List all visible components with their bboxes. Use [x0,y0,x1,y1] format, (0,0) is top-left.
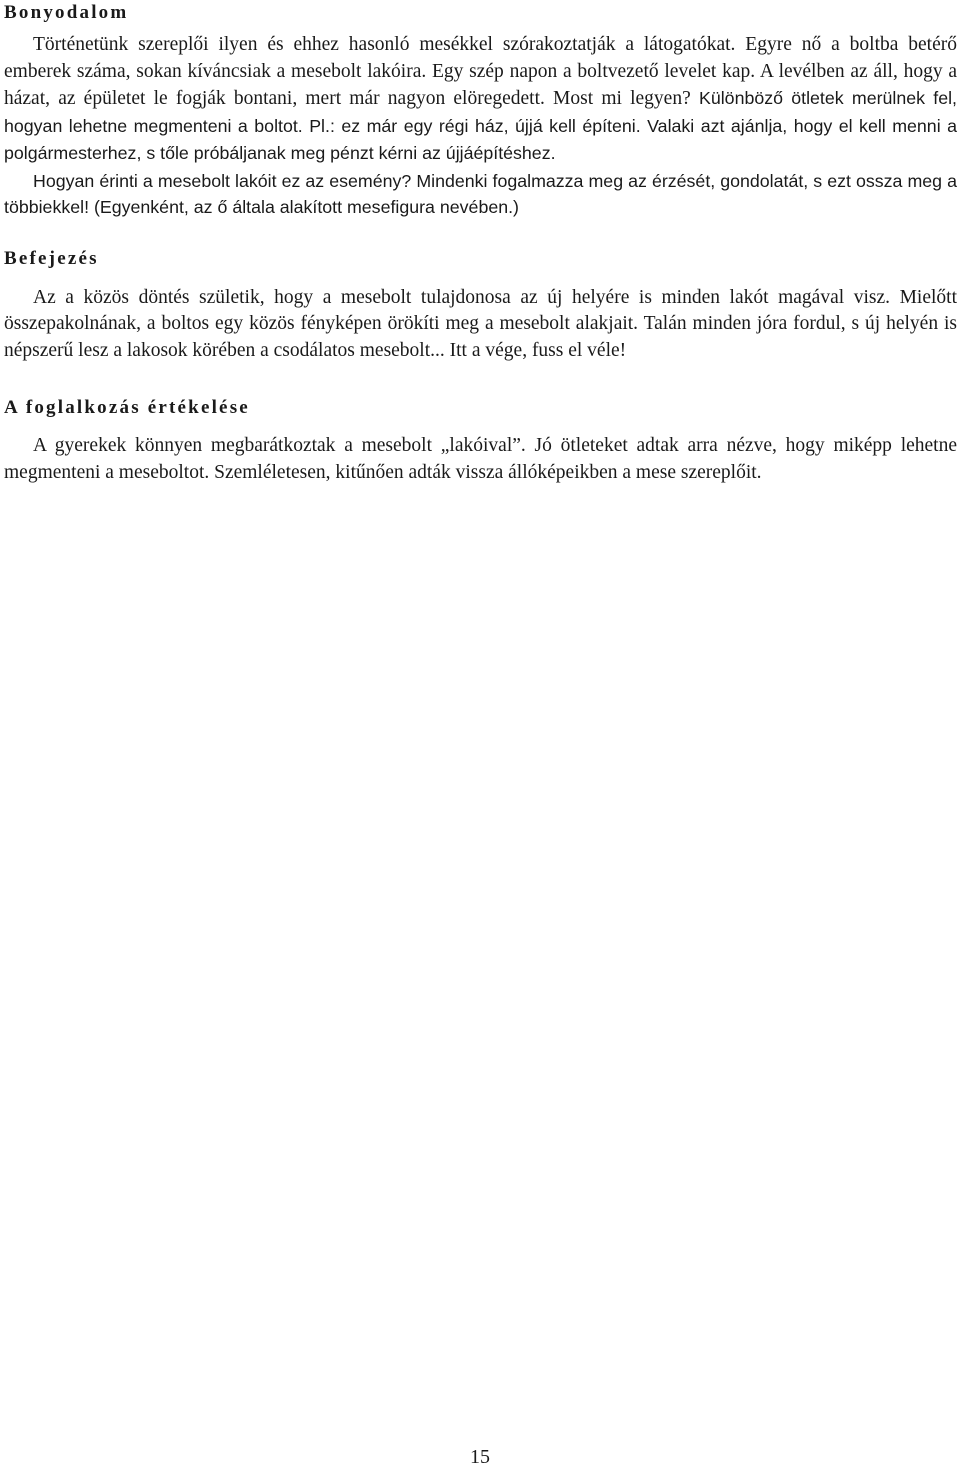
document-page [4,0,957,486]
paragraph-ertekeles: A gyerekek könnyen megbarátkoztak a mesebolt „lakóival”. Jó ötleteket adtak arra nézve, hogy miképp lehetne megmenteni a meseboltot. Szemléletesen, kitűnően adták vissza állóképeikben a mese szereplőit. [4,435,957,483]
paragraph-befejezes: Az a közös döntés születik, hogy a mesebolt tulajdonosa az új helyére is minden lakót magával visz. Mielőtt összepakolnának, a boltos egy közös fényképen örökíti meg a mesebolt alakjait. Talán minden jóra fordul, s új helyén is népszerű lesz a lakosok körében a csodálatos mesebolt... Itt a vége, fuss el véle! [4,286,957,361]
paragraph-bonyodalom-1-part-b: Különböző ötletek merülnek fel, hogyan lehetne megmenteni a boltot. Pl.: ez már egy régi ház, újjá kell építeni. Valaki azt ajánlja, hogy el kell menni a polgármesterhez, s tőle próbáljanak meg pénzt kérni az újjáépítéshez. [4,88,957,163]
paragraph-bonyodalom-1 [4,32,957,168]
section-heading-bonyodalom: Bonyodalom [4,2,129,23]
section-heading-ertekeles: A foglalkozás értékelése [4,397,250,418]
paragraph-bonyodalom-2: Hogyan érinti a mesebolt lakóit ez az esemény? Mindenki fogalmazza meg az érzését, gondolatát, s ezt ossza meg a többiekkel! (Egyenként, az ő általa alakított mesefigura nevében.) [4,170,957,217]
paragraph-bonyodalom-1-part-a: Történetünk szereplői ilyen és ehhez hasonló mesékkel szórakoztatják a látogatókat. Egyre nő a boltba betérő emberek száma, sokan kíváncsiak a mesebolt lakóira. Egy szép napon a boltvezető levelet kap. A levélben az áll, hogy a házat, az épületet le fogják bontani, mert már nagyon elöregedett. Most mi legyen? [4,34,957,109]
page-number: 15 [470,1446,490,1468]
section-heading-befejezes: Befejezés [4,247,99,269]
